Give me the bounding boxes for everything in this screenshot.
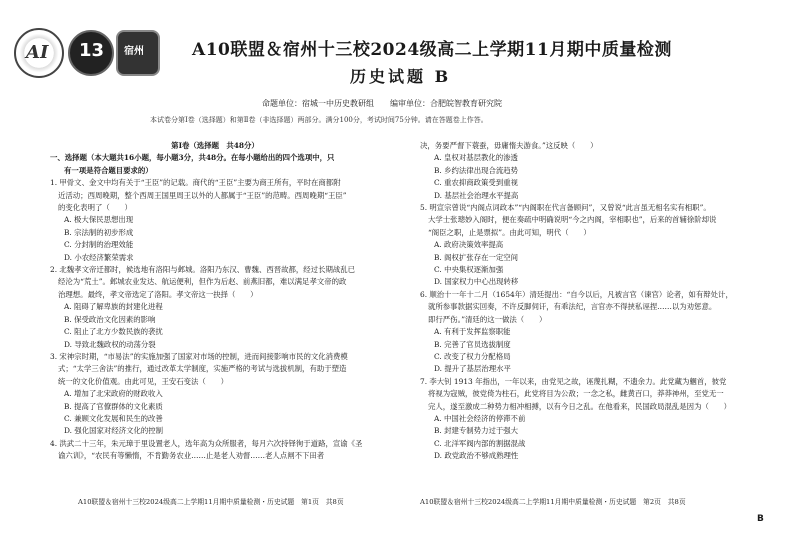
instructions-line-1: 一、选择题（本大题共16小题，每小题3分，共48分。在每小题给出的四个选项中，只 bbox=[50, 153, 335, 163]
option[interactable]: D. 基层社会治理水平提高 bbox=[434, 190, 519, 200]
question-line: 6. 顺治十一年十二月（1654年）清廷提出：“自今以后，凡被言官（谏官）论者，如有辩处计， bbox=[420, 289, 733, 299]
option[interactable]: C. 兼顾文化发展和民生的改善 bbox=[64, 413, 163, 423]
option[interactable]: D. 强化国家对经济文化的控制 bbox=[64, 426, 164, 436]
option[interactable]: B. 保受政治文化因素的影响 bbox=[64, 314, 156, 324]
option[interactable]: C. 重农抑商政策受到重视 bbox=[434, 178, 518, 188]
footer-right: A10联盟＆宿州十三校2024级高二上学期11月期中质量检测・历史试题 第2页 共8页 bbox=[420, 498, 686, 506]
question-line: “阁臣之职，止是票拟”。由此可知，明代（ ） bbox=[428, 227, 591, 237]
option[interactable]: D. 导致北魏政权的动荡分裂 bbox=[64, 339, 156, 349]
question-line: 统一的文化价值观。由此可见，王安石变法（ ） bbox=[58, 376, 228, 386]
option[interactable]: C. 中央集权逐渐加强 bbox=[434, 265, 504, 275]
option[interactable]: C. 阻止了北方少数民族的袭扰 bbox=[64, 327, 163, 337]
left-column bbox=[50, 140, 380, 463]
question-line: 5. 明宣宗曾说“内阁点词政本”“内阁职在代言备顾问”，又曾说“此言虽无相名实有相职”。 bbox=[420, 203, 711, 213]
alliance-logo: AI bbox=[14, 28, 64, 78]
question-line: 将视为寇贼，彼党倚为柱石，此党将目为公敌；一念之私，雌黄百口，莽莽神州，至党无一 bbox=[428, 389, 724, 399]
question-3 bbox=[50, 351, 380, 438]
exam-note: 本试卷分第Ⅰ卷（选择题）和第Ⅱ卷（非选择题）两部分。满分100分，考试时间75分钟。请在答题卷上作答。 bbox=[150, 116, 488, 124]
question-line: 4. 洪武二十三年，朱元璋于里设置老人，选年高为众所服者，每月六次持铎徇于道路，宣谕《圣 bbox=[50, 438, 363, 448]
question-line: 1. 甲骨文、金文中均有关于“王臣”的记载。商代的“王臣”主要为商王所有，平时在商都附 bbox=[50, 178, 341, 188]
option[interactable]: A. 皇权对基层教化的渗透 bbox=[434, 153, 518, 163]
question-2 bbox=[50, 264, 380, 351]
option[interactable]: C. 北洋军阀内部的割据混战 bbox=[434, 438, 526, 448]
question-line: 近活动；西周晚期，整个西周王国里周王以外的人都属于“王臣”的范畴。西周晚期“王臣” bbox=[58, 190, 347, 200]
question-line: 即行严伤。”清廷的这一做法（ ） bbox=[428, 314, 547, 324]
option[interactable]: B. 封建专制势力过于强大 bbox=[434, 426, 519, 436]
option[interactable]: B. 提高了官僚群体的文化素质 bbox=[64, 401, 163, 411]
suzhou-logo: 宿州 bbox=[116, 30, 160, 76]
version-mark: B bbox=[757, 514, 764, 524]
option[interactable]: A. 有利于发挥监察职能 bbox=[434, 327, 511, 337]
question-line: 就所参事款据实回奏，不许反脚伺讦，有乖法纪，言官亦不得挟私诬捏……以为劝惩意。 bbox=[428, 302, 717, 312]
option[interactable]: C. 改变了权力分配格局 bbox=[434, 351, 511, 361]
question-line: 治理想。最终，孝文帝选定了洛阳。孝文帝这一抉择（ ） bbox=[58, 289, 258, 299]
option[interactable]: A. 极大保民思想出现 bbox=[64, 215, 134, 225]
exam-meta: 命题单位：宿城一中历史教研组 编审单位：合肥皖智教育研究院 bbox=[262, 99, 502, 108]
question-line: 完人，遂至激成二种势力相冲相搏，以有今日之乱。在他看来，民国政局混乱是因为（ ） bbox=[428, 401, 732, 411]
question-line: 3. 宋神宗时期，“市易法”的实施加强了国家对市场的控制，进而间接影响市民的文化消费模 bbox=[50, 351, 348, 361]
question-4-continued bbox=[420, 140, 750, 202]
question-5 bbox=[420, 202, 750, 289]
question-line: 式；“太学三舍法”的推行，通过改革太学制度，实施严格的考试与选拔机制，有助于塑造 bbox=[58, 364, 347, 374]
question-line: 经沦为“荒土”。邺城农业发达、航运便利，但作为后赵、前燕旧都，难以满足孝文帝的政 bbox=[58, 277, 347, 287]
question-line: 2. 北魏孝文帝迁都时，候选地有洛阳与邺城。洛阳乃东汉、曹魏、西晋故都，经过长期战乱已 bbox=[50, 265, 356, 275]
question-line: 谕六训》，“农民有等懒惰，不肯勤务农业……止是老人劝督……老人点闸不下田者 bbox=[58, 451, 325, 461]
question-line: 7. 李大钊 1913 年指出，一年以来，由党见之故，诬蔑扎糊，不遗余力。此党藏为魍首，彼党 bbox=[420, 376, 727, 386]
option[interactable]: A. 阻碍了解卑族的封建化进程 bbox=[64, 302, 163, 312]
question-line: 决，务要严督下蓑蚕，毋庸惰夫游食。”这反映（ ） bbox=[420, 141, 598, 150]
thirteen-schools-logo: 13 bbox=[68, 30, 114, 76]
question-line: 的变化表明了（ ） bbox=[58, 203, 132, 213]
option[interactable]: B. 宗法制的初步形成 bbox=[64, 227, 134, 237]
right-column bbox=[420, 140, 750, 463]
option[interactable]: D. 政党政治不够成熟理性 bbox=[434, 451, 519, 461]
footer-left: A10联盟＆宿州十三校2024级高二上学期11月期中质量检测・历史试题 第1页 共8页 bbox=[78, 498, 344, 506]
exam-subtitle: 历史试题 B bbox=[350, 67, 452, 86]
exam-title: A10联盟＆宿州十三校2024级高二上学期11月期中质量检测 bbox=[192, 40, 672, 60]
question-6 bbox=[420, 289, 750, 376]
question-1 bbox=[50, 177, 380, 264]
option[interactable]: D. 国家权力中心出现转移 bbox=[434, 277, 519, 287]
option[interactable]: A. 中国社会经济的停滞不前 bbox=[434, 413, 526, 423]
question-7 bbox=[420, 376, 750, 463]
option[interactable]: D. 提升了基层治理水平 bbox=[434, 364, 511, 374]
instructions-line-2: 有一项是符合题目要求的） bbox=[64, 165, 153, 175]
option[interactable]: A. 增加了北宋政府的财政收入 bbox=[64, 389, 163, 399]
option[interactable]: B. 乡约法律出现合流趋势 bbox=[434, 165, 519, 175]
logo-group bbox=[14, 28, 164, 78]
option[interactable]: A. 政府决策效率提高 bbox=[434, 240, 504, 250]
option[interactable]: B. 阁权扩张存在一定空间 bbox=[434, 252, 519, 262]
option[interactable]: D. 小农经济繁荣需求 bbox=[64, 252, 134, 262]
option[interactable]: B. 完善了官员选拔制度 bbox=[434, 339, 511, 349]
option[interactable]: C. 分封制的治理效能 bbox=[64, 240, 134, 250]
question-line: 大学士张璁妙入阁时，便在奏疏中明确说明“今之内阁，宰相职也”，后来的首辅徐阶却说 bbox=[428, 215, 717, 225]
question-4 bbox=[50, 438, 380, 463]
section-heading: 第Ⅰ卷（选择题 共48分） bbox=[171, 141, 259, 150]
